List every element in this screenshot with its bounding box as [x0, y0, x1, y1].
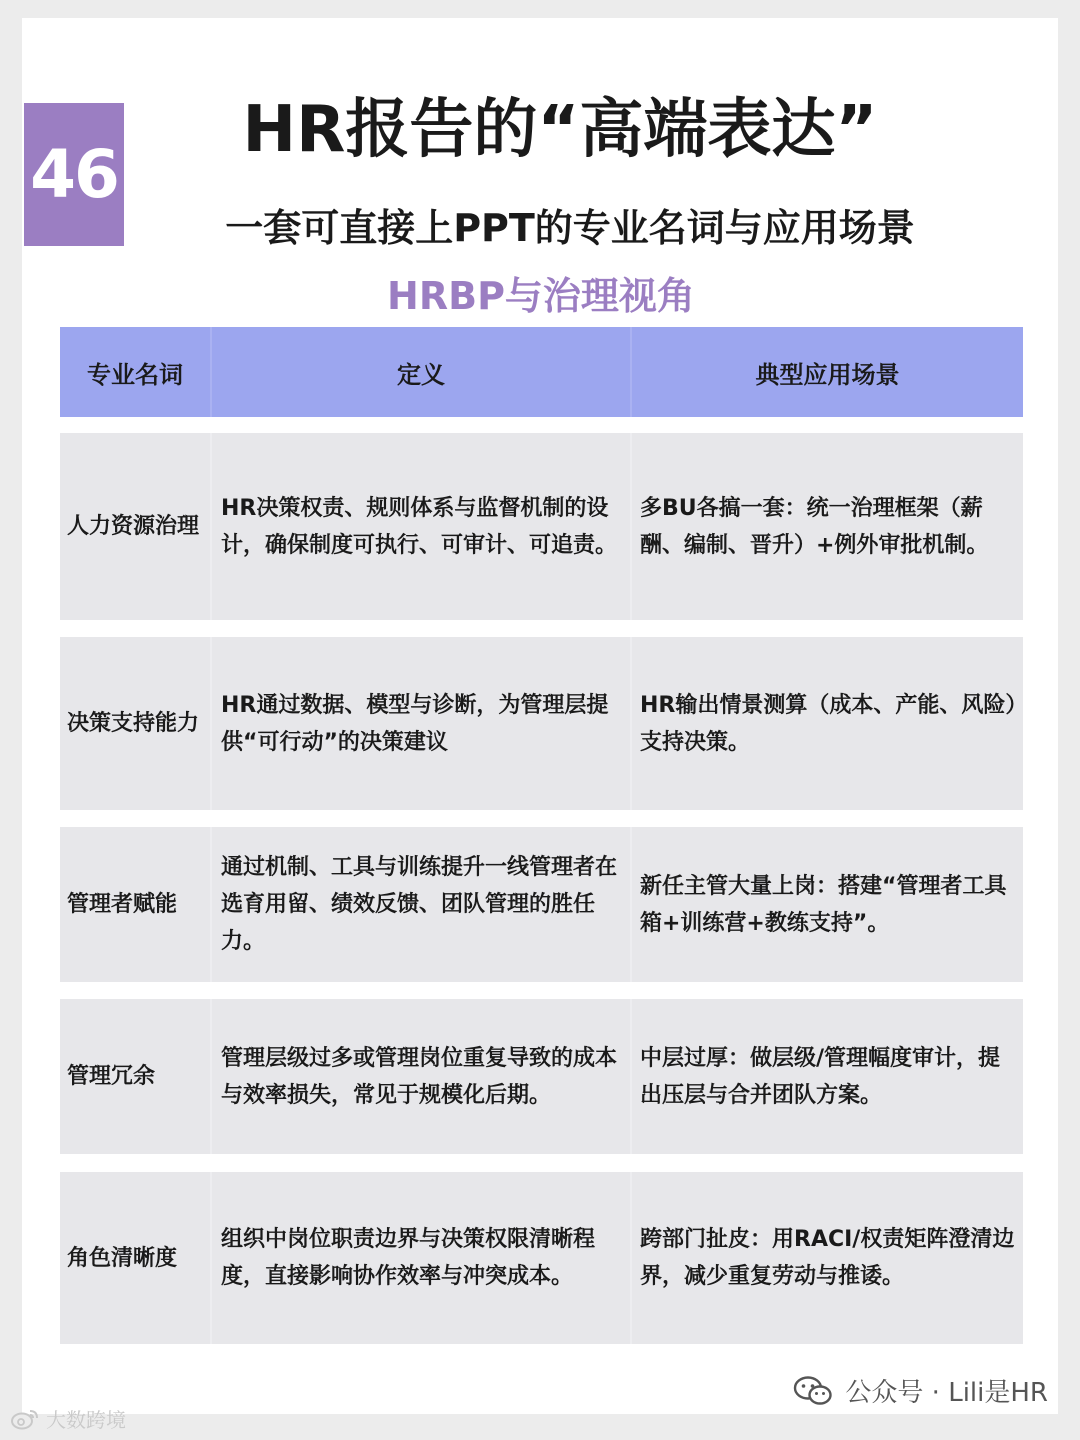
cell-scenario: HR输出情景测算（成本、产能、风险）支持决策。	[630, 637, 1023, 810]
section-title: HRBP与治理视角	[387, 274, 695, 318]
table-header	[60, 327, 1023, 417]
cell-term: 管理者赋能	[67, 892, 178, 917]
cell-term: 管理冗余	[67, 1064, 156, 1089]
weibo-icon	[10, 1408, 40, 1430]
wechat-icon	[793, 1376, 833, 1406]
page-title: HR报告的“高端表达”	[242, 93, 878, 167]
cell-scenario: 跨部门扯皮：用RACI/权责矩阵澄清边界，减少重复劳动与推诿。	[630, 1172, 1023, 1344]
page-subtitle: 一套可直接上PPT的专业名词与应用场景	[225, 206, 915, 250]
table-row	[60, 637, 1023, 810]
cell-scenario: 新任主管大量上岗：搭建“管理者工具箱+训练营+教练支持”。	[630, 827, 1023, 982]
cell-scenario: 中层过厚：做层级/管理幅度审计，提出压层与合并团队方案。	[630, 999, 1023, 1154]
table-row	[60, 433, 1023, 620]
cell-term: 人力资源治理	[67, 514, 200, 539]
footer-label: 公众号 · Lili是HR	[845, 1378, 1048, 1408]
cell-definition: 通过机制、工具与训练提升一线管理者在选育用留、绩效反馈、团队管理的胜任力。	[210, 827, 630, 982]
cell-definition: HR决策权责、规则体系与监督机制的设计，确保制度可执行、可审计、可追责。	[210, 433, 630, 620]
table-row	[60, 827, 1023, 982]
cell-definition: HR通过数据、模型与诊断，为管理层提供“可行动”的决策建议	[210, 637, 630, 810]
table-row	[60, 999, 1023, 1154]
header-term: 专业名词	[87, 360, 183, 389]
cell-definition: 组织中岗位职责边界与决策权限清晰程度，直接影响协作效率与冲突成本。	[210, 1172, 630, 1344]
cell-term: 角色清晰度	[67, 1245, 178, 1271]
cell-term: 决策支持能力	[67, 711, 200, 736]
table-row	[60, 1172, 1023, 1344]
footer-account[interactable]	[793, 1372, 1048, 1409]
header-scenario: 典型应用场景	[630, 327, 1023, 417]
cell-definition: 管理层级过多或管理岗位重复导致的成本与效率损失，常见于规模化后期。	[210, 999, 630, 1154]
watermark-label: 大数跨境	[46, 1408, 126, 1432]
issue-number-badge: 46	[24, 103, 124, 246]
header-definition: 定义	[210, 327, 630, 417]
cell-scenario: 多BU各搞一套：统一治理框架（薪酬、编制、晋升）+例外审批机制。	[630, 433, 1023, 620]
watermark	[10, 1404, 126, 1433]
